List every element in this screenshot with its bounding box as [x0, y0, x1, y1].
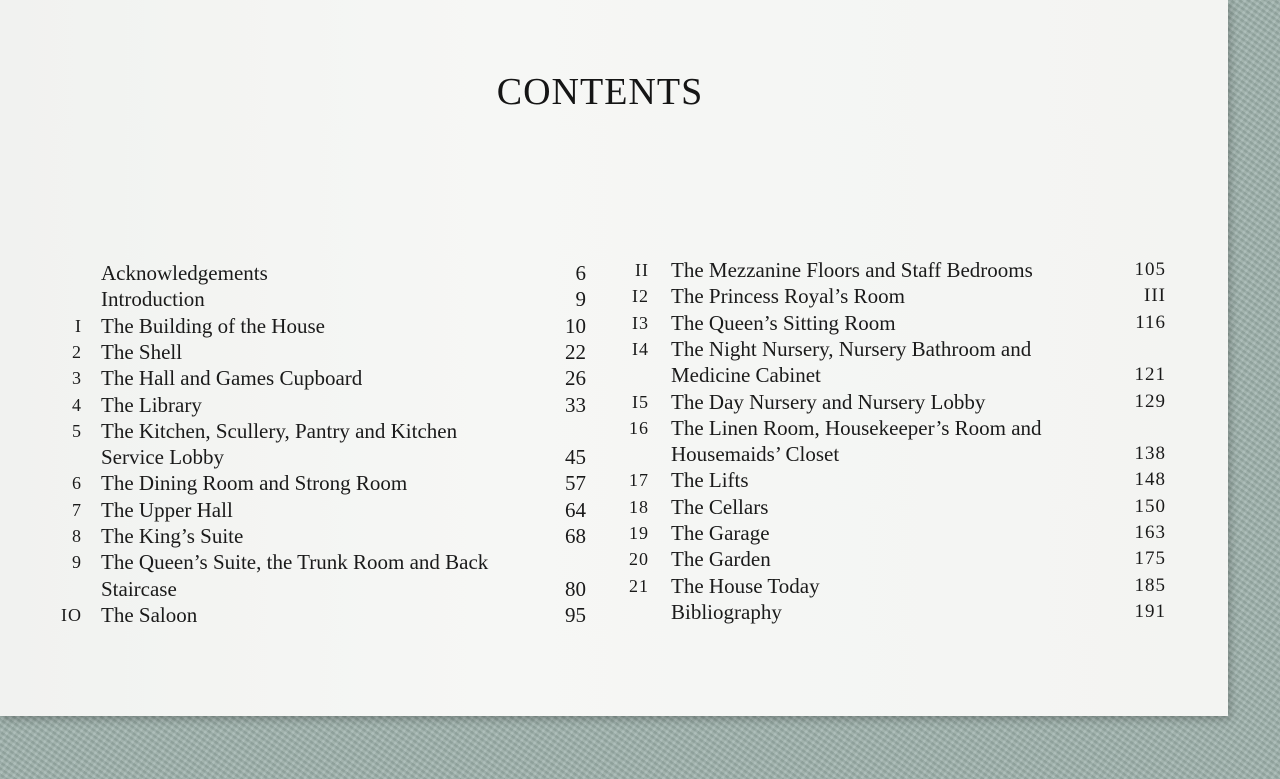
chapter-number: 21 [629, 575, 649, 596]
chapter-title: The King’s Suite [101, 524, 244, 548]
chapter-number: 7 [72, 499, 82, 520]
page-number: 6 [575, 261, 586, 285]
chapter-title: The Queen’s Sitting Room [671, 310, 896, 335]
chapter-title: The Day Nursery and Nursery Lobby [671, 389, 986, 414]
chapter-title: The Mezzanine Floors and Staff Bedrooms [671, 258, 1033, 282]
page-number: 22 [565, 339, 586, 364]
page-number: III [1144, 285, 1166, 307]
chapter-title: The Linen Room, Housekeeper’s Room and [671, 415, 1042, 440]
chapter-title: The House Today [671, 573, 820, 598]
chapter-title: The Dining Room and Strong Room [101, 471, 408, 496]
chapter-title: Bibliography [671, 599, 782, 624]
page-number: 9 [575, 287, 586, 312]
chapter-title: Housemaids’ Closet [671, 442, 840, 467]
chapter-title: The Night Nursery, Nursery Bathroom and [671, 336, 1032, 361]
chapter-title: The Kitchen, Scullery, Pantry and Kitchen [101, 418, 458, 443]
chapter-number: 9 [72, 552, 82, 573]
toc-entry [0, 546, 1200, 572]
chapter-title: The Hall and Games Cupboard [101, 366, 363, 391]
toc-entry [0, 389, 1200, 415]
chapter-title: The Garden [671, 547, 771, 572]
chapter-title: Acknowledgements [101, 261, 268, 285]
chapter-number: IO [61, 604, 82, 625]
toc-entry [0, 599, 1200, 625]
page-number: 191 [1134, 600, 1166, 622]
page-number: 129 [1134, 390, 1166, 412]
page-number: 148 [1134, 469, 1166, 491]
chapter-number: I5 [632, 391, 649, 412]
chapter-number: I2 [632, 286, 649, 307]
chapter-title: Introduction [101, 287, 205, 312]
chapter-title: The Cellars [671, 494, 769, 519]
page-number: 64 [565, 497, 586, 522]
page-number: 45 [565, 445, 586, 470]
toc-entry [0, 362, 1200, 388]
page-number: 163 [1134, 522, 1166, 543]
chapter-title: The Shell [101, 339, 183, 364]
chapter-title: The Library [101, 392, 202, 417]
page-number: 10 [565, 313, 586, 338]
chapter-number: 20 [629, 549, 649, 570]
chapter-title: The Queen’s Suite, the Trunk Room and Back [101, 550, 489, 575]
page-number: 121 [1134, 364, 1166, 386]
toc-entry [0, 494, 1200, 520]
chapter-number: 2 [72, 341, 82, 362]
chapter-number: 4 [72, 394, 82, 415]
toc-entry [0, 520, 1200, 546]
toc-entry [0, 573, 1200, 599]
page-number: 68 [565, 524, 586, 548]
page-number: 105 [1134, 259, 1166, 280]
page-number: 80 [565, 576, 586, 601]
page-number: 116 [1135, 311, 1166, 333]
chapter-title: The Saloon [101, 602, 198, 627]
page-number: 175 [1134, 548, 1166, 570]
chapter-number: 19 [629, 523, 649, 543]
page-number: 33 [565, 392, 586, 417]
page-number: 26 [565, 366, 586, 391]
chapter-number: 3 [72, 368, 82, 389]
chapter-title: Staircase [101, 576, 177, 601]
page-number: 138 [1134, 443, 1166, 465]
chapter-number: 17 [629, 470, 649, 491]
page-number: 150 [1134, 495, 1166, 517]
chapter-number: I3 [632, 312, 649, 333]
chapter-number: 8 [72, 526, 82, 546]
toc-entry [0, 336, 1200, 362]
chapter-title: The Lifts [671, 468, 749, 493]
chapter-number: 5 [72, 420, 82, 441]
chapter-title: The Princess Royal’s Room [671, 284, 905, 309]
page-number: 185 [1134, 574, 1166, 596]
chapter-number: 18 [629, 496, 649, 517]
chapter-number: I4 [632, 338, 649, 359]
chapter-title: The Upper Hall [101, 497, 233, 522]
page-number: 57 [565, 471, 586, 496]
page-title: CONTENTS [496, 71, 704, 113]
page-number: 95 [565, 602, 586, 627]
toc-entry [0, 441, 1200, 467]
toc-entry [0, 310, 1200, 336]
toc-entry [0, 257, 1200, 283]
chapter-number: I [75, 315, 82, 336]
chapter-title: The Building of the House [101, 313, 325, 338]
chapter-number: II [635, 260, 649, 280]
toc-entry [0, 283, 1200, 309]
toc-entry [0, 467, 1200, 493]
toc-entry [0, 415, 1200, 441]
chapter-title: Medicine Cabinet [671, 363, 821, 388]
chapter-title: Service Lobby [101, 445, 225, 470]
chapter-number: 6 [72, 473, 82, 494]
chapter-number: 16 [629, 417, 649, 438]
chapter-title: The Garage [671, 521, 770, 545]
